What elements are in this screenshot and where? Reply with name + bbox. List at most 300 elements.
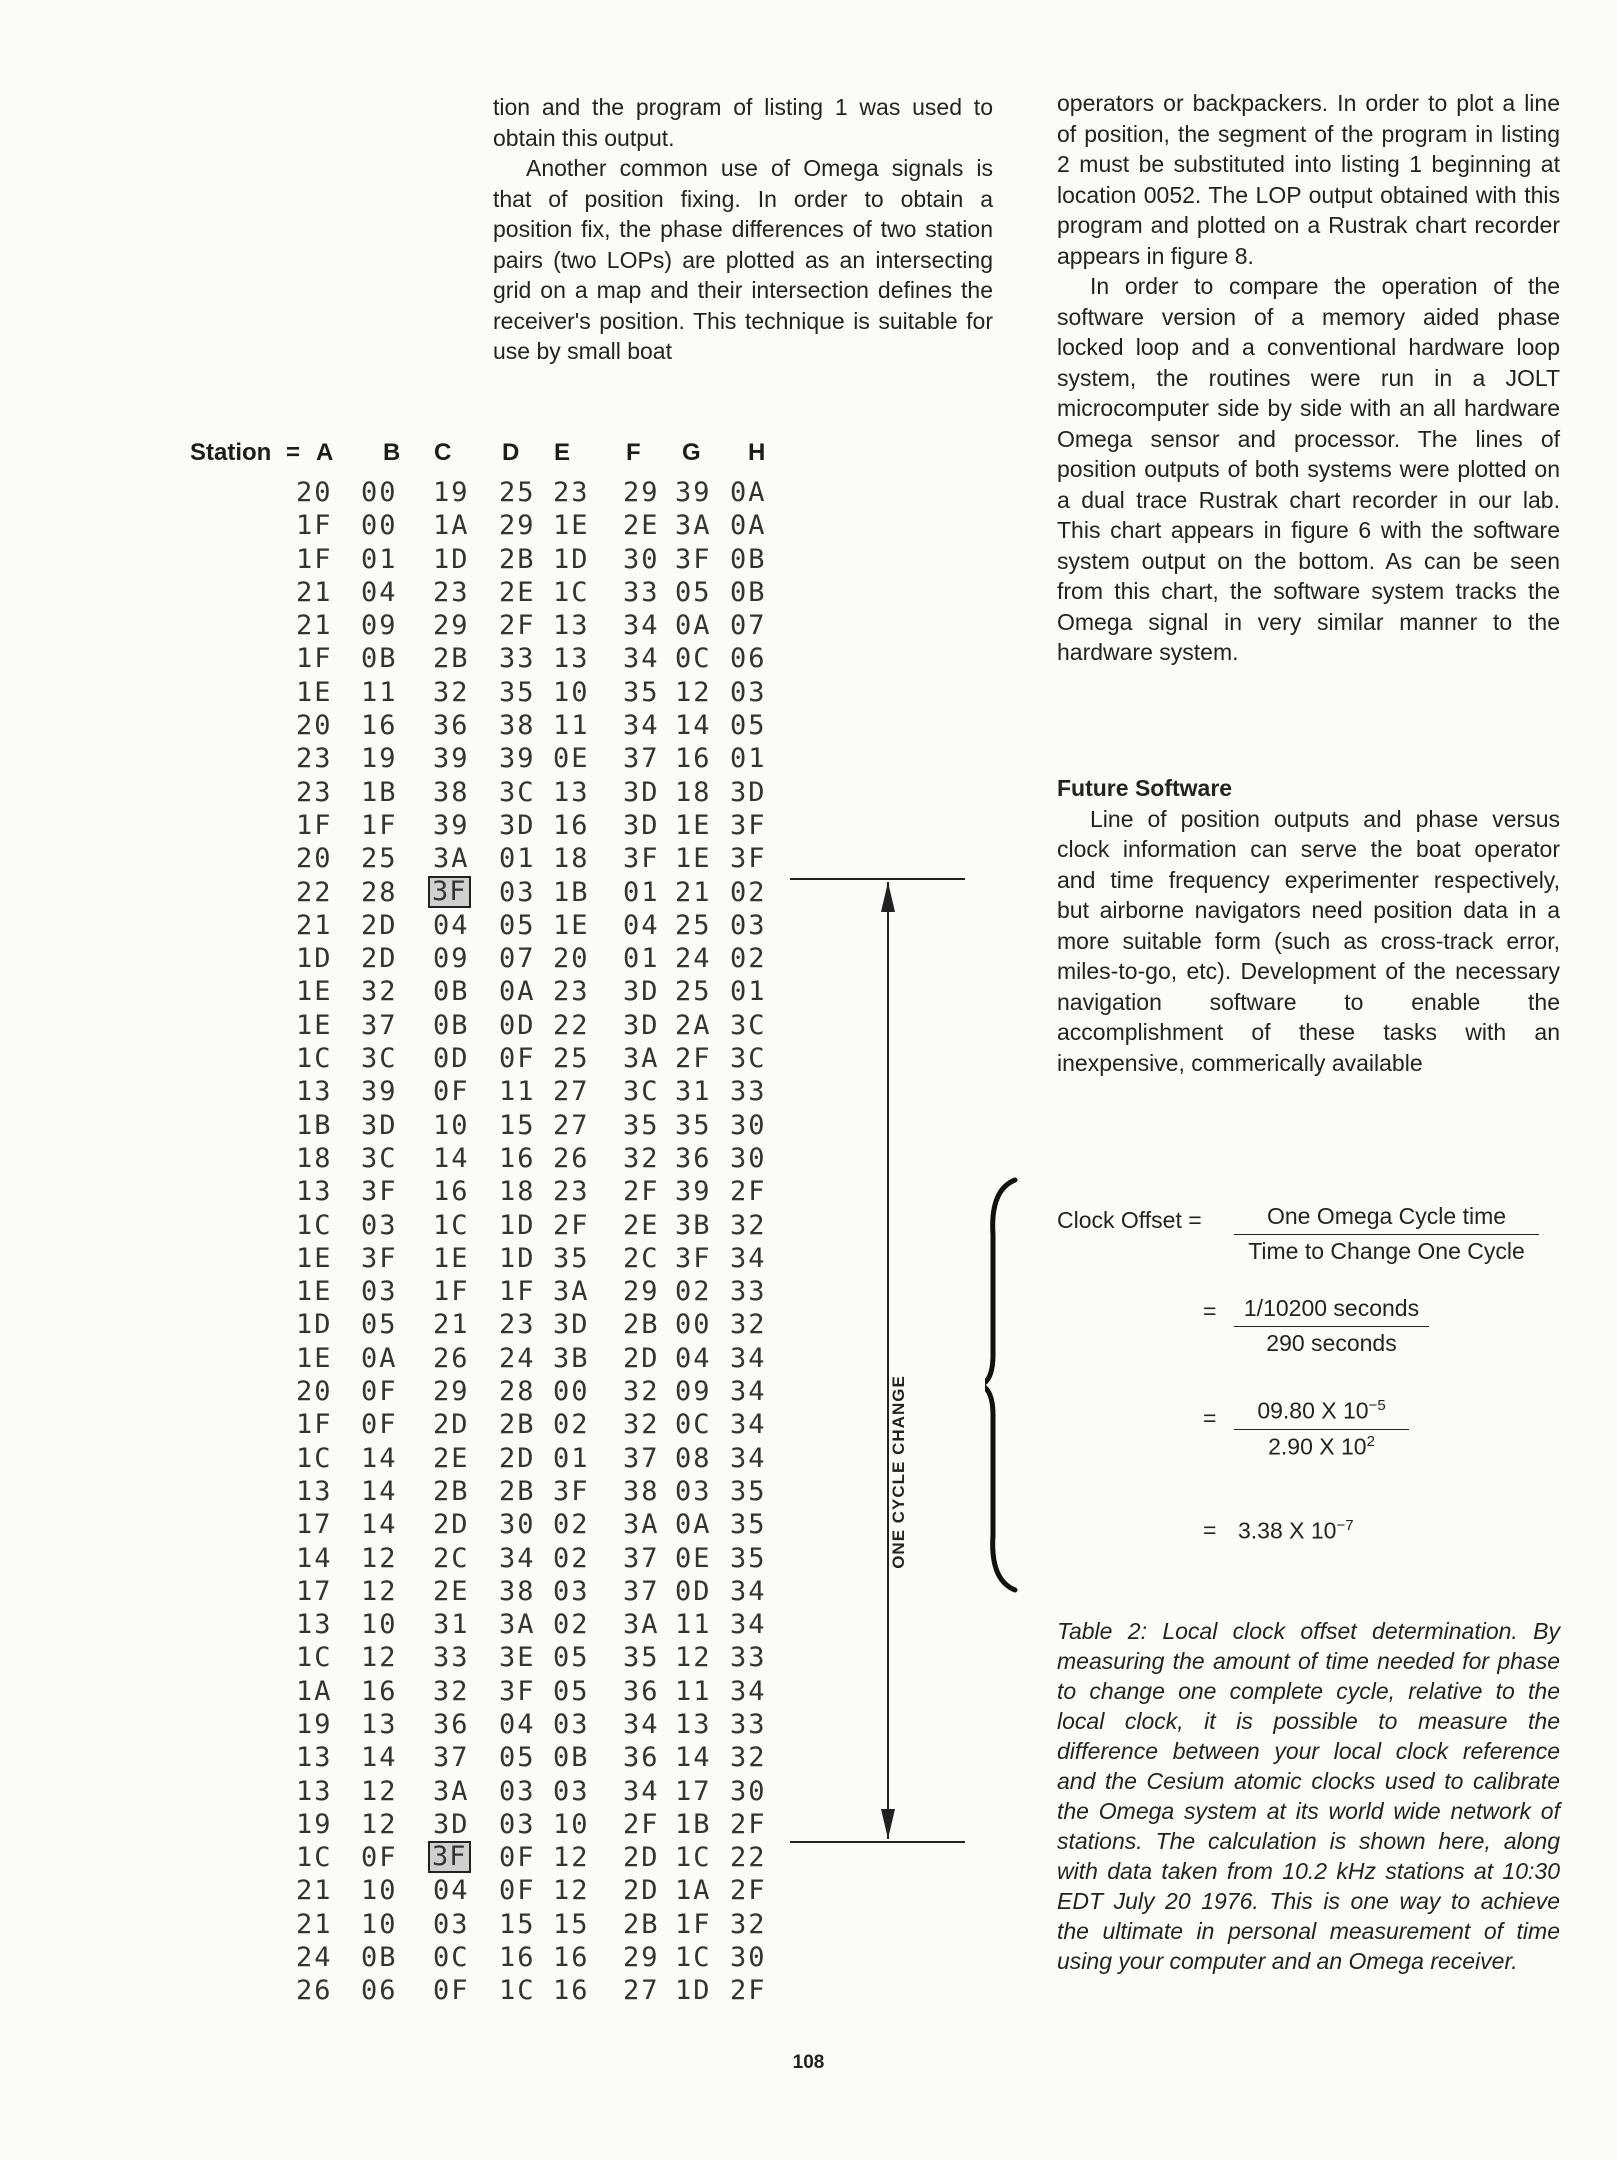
table-cell: 38 — [499, 1575, 536, 1607]
column-header: C — [434, 439, 452, 466]
table-cell: 30 — [730, 1775, 767, 1807]
table-cell: 21 — [296, 576, 333, 608]
table-cell: 3F — [623, 843, 660, 875]
table-cell: 30 — [499, 1509, 536, 1541]
fraction-numerator: One Omega Cycle time — [1234, 1203, 1539, 1235]
table-cell: 2D — [361, 943, 398, 975]
table-cell: 2D — [361, 909, 398, 941]
table-cell: 05 — [553, 1675, 590, 1707]
table-cell: 2F — [730, 1176, 767, 1208]
table-cell: 04 — [433, 1875, 470, 1907]
table-cell: 1C — [675, 1842, 712, 1874]
table-cell: 20 — [296, 710, 333, 742]
table-cell: 3F — [730, 843, 767, 875]
table-cell: 1B — [675, 1808, 712, 1840]
table-cell: 00 — [553, 1376, 590, 1408]
table-cell: 1C — [296, 1842, 333, 1874]
table-row — [296, 1941, 786, 1974]
table-cell: 2E — [433, 1575, 470, 1607]
table-cell: 16 — [553, 809, 590, 841]
paragraph: In order to compare the operation of the software version of a memory aided phase locked loop and a conventional hardware loop system, the routines were run in a JOLT microcomputer side by side with an all hardware Omega sensor and processor. The lines of position outputs of both systems were plotted on a dual trace Rustrak chart recorder in our lab. This chart appears in figure 6 with the software system output on the bottom. As can be seen from this chart, the software system tracks the Omega signal in very similar manner to the hardware system. — [1057, 273, 1560, 665]
table-cell: 3D — [623, 976, 660, 1008]
table-cell: 2B — [433, 643, 470, 675]
table-cell: 1D — [499, 1209, 536, 1241]
formula-fraction-3 — [1234, 1397, 1409, 1460]
table-row — [296, 709, 786, 742]
table-row — [296, 975, 786, 1008]
table-cell: 0B — [730, 576, 767, 608]
table-cell: 20 — [553, 943, 590, 975]
table-cell: 34 — [623, 1775, 660, 1807]
table-cell: 01 — [623, 876, 660, 908]
table-cell: 36 — [433, 1708, 470, 1740]
table-cell: 00 — [361, 477, 398, 508]
table-cell: 3A — [433, 843, 470, 875]
table-cell: 37 — [623, 1575, 660, 1607]
table-cell: 34 — [623, 610, 660, 642]
table-cell: 1E — [553, 510, 590, 542]
table-cell: 3A — [553, 1276, 590, 1308]
table-cell: 1C — [675, 1942, 712, 1974]
table-cell: 23 — [553, 1176, 590, 1208]
table-cell: 34 — [730, 1575, 767, 1607]
table-cell: 1F — [296, 809, 333, 841]
table-cell: 2C — [623, 1242, 660, 1274]
table-cell: 14 — [361, 1509, 398, 1541]
table-cell: 1F — [296, 543, 333, 575]
table-cell: 13 — [296, 1742, 333, 1774]
table-row — [296, 1974, 786, 2007]
table-cell: 11 — [675, 1609, 712, 1641]
table-cell: 35 — [730, 1542, 767, 1574]
table-cell: 12 — [675, 676, 712, 708]
table-cell: 1F — [296, 510, 333, 542]
table-cell: 12 — [361, 1542, 398, 1574]
table-cell: 38 — [499, 710, 536, 742]
table-cell: 23 — [499, 1309, 536, 1341]
table-cell: 14 — [361, 1442, 398, 1474]
table-cell: 34 — [730, 1242, 767, 1274]
table-cell: 0B — [433, 1009, 470, 1041]
table-cell: 35 — [499, 676, 536, 708]
table-cell: 18 — [553, 843, 590, 875]
table-cell: 10 — [553, 1808, 590, 1840]
table-cell: 27 — [553, 1076, 590, 1108]
table-cell: 20 — [296, 843, 333, 875]
paragraph: Line of position outputs and phase versus clock information can serve the boat operator and time frequency experimenter respectively, but airborne navigators need position data in a more suitable form (such as cross-track error, miles-to-go, etc). Development of the necessary navigation software to enable the accomplishment of these tasks with an inexpensive, commerically available — [1057, 805, 1560, 1076]
table-cell: 33 — [623, 576, 660, 608]
station-equals: = — [286, 439, 301, 466]
table-cell: 12 — [361, 1775, 398, 1807]
table-cell: 2E — [623, 510, 660, 542]
table-row — [296, 509, 786, 542]
table-cell: 0F — [499, 1875, 536, 1907]
table-cell: 3A — [433, 1775, 470, 1807]
table-cell: 12 — [361, 1808, 398, 1840]
table-cell: 1E — [296, 1342, 333, 1374]
table-row — [296, 909, 786, 942]
table-cell: 03 — [553, 1775, 590, 1807]
table-cell: 32 — [361, 976, 398, 1008]
table-cell: 05 — [730, 710, 767, 742]
table-cell: 3C — [730, 1009, 767, 1041]
table-cell: 16 — [433, 1176, 470, 1208]
table-cell: 00 — [675, 1309, 712, 1341]
table-row — [296, 1308, 786, 1341]
table-cell: 01 — [623, 943, 660, 975]
cycle-change-text: ONE CYCLE CHANGE — [889, 1375, 908, 1569]
table-cell: 0F — [499, 1842, 536, 1874]
table-cell: 08 — [675, 1442, 712, 1474]
fraction-numerator: 1/10200 seconds — [1234, 1295, 1429, 1327]
table-cell: 13 — [553, 643, 590, 675]
table-cell: 01 — [730, 743, 767, 775]
table-row — [296, 1075, 786, 1108]
table-cell: 1C — [296, 1642, 333, 1674]
table-cell: 1C — [553, 576, 590, 608]
table-cell: 21 — [296, 1875, 333, 1907]
table-cell: 2D — [623, 1875, 660, 1907]
fraction-denominator — [1234, 1430, 1409, 1461]
table-cell: 2F — [730, 1808, 767, 1840]
column-header: D — [502, 439, 520, 466]
table-cell: 0B — [361, 643, 398, 675]
table-cell: 02 — [730, 876, 767, 908]
table-cell: 0F — [361, 1376, 398, 1408]
table-cell: 14 — [361, 1742, 398, 1774]
table-cell: 21 — [296, 909, 333, 941]
table-cell: 2E — [433, 1442, 470, 1474]
table-cell: 03 — [499, 1808, 536, 1840]
future-software-section — [1057, 773, 1560, 1078]
table-cell: 0A — [675, 1509, 712, 1541]
table-cell: 3F — [553, 1475, 590, 1507]
table-cell: 0B — [433, 976, 470, 1008]
table-cell: 27 — [553, 1109, 590, 1141]
table-row — [296, 1042, 786, 1075]
table-cell: 02 — [553, 1542, 590, 1574]
table-cell: 3F — [361, 1176, 398, 1208]
column-header: E — [554, 439, 571, 466]
table-cell: 0B — [553, 1742, 590, 1774]
table-cell: 01 — [499, 843, 536, 875]
table-row — [296, 1608, 786, 1641]
table-row — [296, 1708, 786, 1741]
table-cell: 04 — [675, 1342, 712, 1374]
table-cell: 18 — [499, 1176, 536, 1208]
phase-data-table — [296, 476, 786, 2008]
table-cell: 1F — [499, 1276, 536, 1308]
table-row — [296, 1342, 786, 1375]
table-cell: 30 — [730, 1942, 767, 1974]
table-cell: 05 — [499, 1742, 536, 1774]
table-cell: 2F — [675, 1043, 712, 1075]
table-cell: 1E — [675, 843, 712, 875]
table-cell: 25 — [675, 909, 712, 941]
column-header: A — [316, 439, 334, 466]
table-cell: 1B — [553, 876, 590, 908]
table-cell: 21 — [675, 876, 712, 908]
paragraph: tion and the program of listing 1 was used to obtain this output. — [493, 94, 993, 151]
table-cell: 26 — [296, 1975, 333, 2007]
table-cell: 3F — [499, 1675, 536, 1707]
table-row — [296, 1542, 786, 1575]
table-cell: 1F — [296, 643, 333, 675]
table-cell: 2E — [499, 576, 536, 608]
table-cell: 3C — [361, 1043, 398, 1075]
denominator-exponent: 2 — [1366, 1432, 1375, 1450]
table-cell: 35 — [623, 676, 660, 708]
table-row — [296, 1242, 786, 1275]
table-cell: 03 — [499, 876, 536, 908]
table-cell: 32 — [433, 676, 470, 708]
table-cell: 0F — [499, 1043, 536, 1075]
result-exponent: −7 — [1336, 1517, 1354, 1534]
station-label: Station — [190, 439, 272, 466]
table-row — [296, 642, 786, 675]
table-cell: 3F — [730, 809, 767, 841]
table-cell: 03 — [730, 676, 767, 708]
table-cell: 1D — [296, 1309, 333, 1341]
table-cell: 1E — [296, 1009, 333, 1041]
table-cell: 09 — [675, 1376, 712, 1408]
table-row — [296, 1675, 786, 1708]
formula-result — [1238, 1517, 1354, 1545]
table-cell: 11 — [675, 1675, 712, 1707]
table-cell: 32 — [623, 1142, 660, 1174]
table-cell: 0C — [433, 1942, 470, 1974]
table-cell: 1C — [433, 1209, 470, 1241]
table-cell: 32 — [730, 1742, 767, 1774]
table-cell: 32 — [623, 1409, 660, 1441]
table-cell: 29 — [623, 1942, 660, 1974]
table-cell: 3D — [623, 776, 660, 808]
table-cell: 3C — [499, 776, 536, 808]
table-cell: 2B — [433, 1475, 470, 1507]
table-cell: 18 — [675, 776, 712, 808]
table-cell: 1F — [433, 1276, 470, 1308]
table-cell: 1D — [499, 1242, 536, 1274]
table-cell: 03 — [361, 1276, 398, 1308]
table-cell: 16 — [553, 1942, 590, 1974]
table-cell: 3A — [623, 1043, 660, 1075]
table-cell: 2B — [499, 1475, 536, 1507]
table-cell: 1C — [499, 1975, 536, 2007]
table-cell: 0C — [675, 643, 712, 675]
column-header: F — [626, 439, 641, 466]
table-cell: 3D — [623, 809, 660, 841]
table-cell: 04 — [499, 1708, 536, 1740]
table-cell: 14 — [361, 1475, 398, 1507]
table-cell: 14 — [296, 1542, 333, 1574]
table-cell: 0A — [675, 610, 712, 642]
table-row — [296, 1508, 786, 1541]
table-cell: 30 — [623, 543, 660, 575]
fraction-numerator — [1234, 1397, 1409, 1430]
table-cell: 28 — [499, 1376, 536, 1408]
table-cell: 2D — [623, 1342, 660, 1374]
table-cell: 05 — [675, 576, 712, 608]
table-cell: 0A — [361, 1342, 398, 1374]
table-cell: 31 — [433, 1609, 470, 1641]
table-row — [296, 776, 786, 809]
table-cell: 12 — [361, 1575, 398, 1607]
table-row — [296, 1874, 786, 1907]
table-cell: 31 — [675, 1076, 712, 1108]
table-row — [296, 1841, 786, 1874]
table-cell: 1E — [553, 909, 590, 941]
table-cell: 1E — [296, 1276, 333, 1308]
table-row — [296, 1442, 786, 1475]
table-cell: 1E — [433, 1242, 470, 1274]
table-row — [296, 609, 786, 642]
table-cell: 0A — [730, 477, 767, 508]
table-cell: 13 — [296, 1176, 333, 1208]
table-cell: 3A — [623, 1609, 660, 1641]
middle-text-column — [493, 92, 993, 367]
table-cell: 34 — [730, 1376, 767, 1408]
table-row — [296, 1908, 786, 1941]
table-cell: 3A — [623, 1509, 660, 1541]
table-cell: 15 — [499, 1908, 536, 1940]
table-cell: 13 — [675, 1708, 712, 1740]
table-cell: 29 — [623, 1276, 660, 1308]
table-cell: 22 — [296, 876, 333, 908]
table-cell: 23 — [296, 776, 333, 808]
table-cell: 0D — [433, 1043, 470, 1075]
table-cell: 3D — [433, 1808, 470, 1840]
table-row — [296, 476, 786, 509]
table-cell: 12 — [553, 1842, 590, 1874]
table-cell: 2B — [623, 1309, 660, 1341]
paragraph: Another common use of Omega signals is that of position fixing. In order to obtain a position fix, the phase differences of two station pairs (two LOPs) are plotted as an intersecting grid on a map and their intersection defines the receiver's position. This technique is suitable for use by small boat — [493, 155, 993, 364]
table-cell: 36 — [623, 1742, 660, 1774]
table-cell: 20 — [296, 1376, 333, 1408]
table-cell: 18 — [296, 1142, 333, 1174]
table-cell: 17 — [675, 1775, 712, 1807]
table-cell: 09 — [361, 610, 398, 642]
table-cell: 37 — [623, 1542, 660, 1574]
table-row — [296, 1109, 786, 1142]
table-cell: 13 — [553, 776, 590, 808]
table-cell: 03 — [553, 1575, 590, 1607]
table-row — [296, 1408, 786, 1441]
table-cell: 10 — [433, 1109, 470, 1141]
table-cell: 3B — [553, 1342, 590, 1374]
table-cell: 35 — [730, 1509, 767, 1541]
table-cell: 3F — [432, 875, 467, 907]
numerator-mantissa: 09.80 X 10 — [1257, 1397, 1369, 1424]
table-cell: 26 — [553, 1142, 590, 1174]
table-cell: 07 — [730, 610, 767, 642]
table-cell: 02 — [553, 1509, 590, 1541]
table-cell: 13 — [553, 610, 590, 642]
table-cell: 23 — [433, 576, 470, 608]
table-cell: 27 — [623, 1975, 660, 2007]
table-cell: 03 — [553, 1708, 590, 1740]
table-cell: 10 — [361, 1875, 398, 1907]
table-cell: 35 — [675, 1109, 712, 1141]
table-cell: 21 — [433, 1309, 470, 1341]
table-cell: 3A — [499, 1609, 536, 1641]
table-cell: 25 — [499, 477, 536, 508]
table-cell: 19 — [361, 743, 398, 775]
table-cell: 1F — [361, 809, 398, 841]
fraction-denominator: 290 seconds — [1266, 1330, 1397, 1356]
table-cell: 3A — [675, 510, 712, 542]
table-cell: 36 — [675, 1142, 712, 1174]
table-cell: 14 — [675, 1742, 712, 1774]
table-cell: 0B — [730, 543, 767, 575]
formula-label: Clock Offset = — [1057, 1207, 1202, 1233]
table-cell: 0E — [675, 1542, 712, 1574]
equals-sign: = — [1203, 1298, 1217, 1324]
table-cell: 0F — [433, 1975, 470, 2007]
table-row — [296, 1209, 786, 1242]
table-cell: 2B — [499, 543, 536, 575]
table-cell: 1C — [296, 1209, 333, 1241]
table-cell: 14 — [675, 710, 712, 742]
table-cell: 2F — [623, 1808, 660, 1840]
table-cell: 3D — [730, 776, 767, 808]
table-cell: 05 — [361, 1309, 398, 1341]
table-cell: 2D — [499, 1442, 536, 1474]
table-cell: 1D — [675, 1975, 712, 2007]
table-cell: 1F — [296, 1409, 333, 1441]
table-cell: 3C — [730, 1043, 767, 1075]
equals-sign: = — [1203, 1517, 1217, 1543]
table-cell: 05 — [499, 909, 536, 941]
table-row — [296, 809, 786, 842]
table-cell: 32 — [623, 1376, 660, 1408]
table-cell: 29 — [433, 1376, 470, 1408]
table-cell: 32 — [730, 1309, 767, 1341]
table-cell: 37 — [623, 743, 660, 775]
column-header: B — [383, 439, 401, 466]
table-cell: 05 — [553, 1642, 590, 1674]
table-cell: 37 — [623, 1442, 660, 1474]
table-cell: 16 — [499, 1942, 536, 1974]
table-row — [296, 1575, 786, 1608]
table-cell: 32 — [730, 1908, 767, 1940]
page-number: 108 — [792, 2052, 825, 2073]
table-cell: 0D — [675, 1575, 712, 1607]
table-cell: 2D — [623, 1842, 660, 1874]
table-cell: 39 — [361, 1076, 398, 1108]
table-cell: 3F — [675, 543, 712, 575]
right-text-column — [1057, 88, 1560, 668]
table-row — [296, 1475, 786, 1508]
table-cell: 00 — [361, 510, 398, 542]
table-cell: 34 — [623, 710, 660, 742]
table-cell: 34 — [623, 1708, 660, 1740]
table-cell: 0F — [361, 1409, 398, 1441]
table-cell: 19 — [296, 1808, 333, 1840]
table-cell: 3F — [361, 1242, 398, 1274]
table-cell: 0E — [553, 743, 590, 775]
table-row — [296, 1741, 786, 1774]
table-cell: 16 — [499, 1142, 536, 1174]
table-cell: 2C — [433, 1542, 470, 1574]
table-cell: 03 — [361, 1209, 398, 1241]
formula-fraction-1 — [1234, 1203, 1539, 1265]
table-cell: 3F — [675, 1242, 712, 1274]
table-cell: 04 — [623, 909, 660, 941]
table-row — [296, 1641, 786, 1674]
table-cell: 12 — [361, 1642, 398, 1674]
section-heading: Future Software — [1057, 775, 1233, 801]
table-cell: 1D — [553, 543, 590, 575]
